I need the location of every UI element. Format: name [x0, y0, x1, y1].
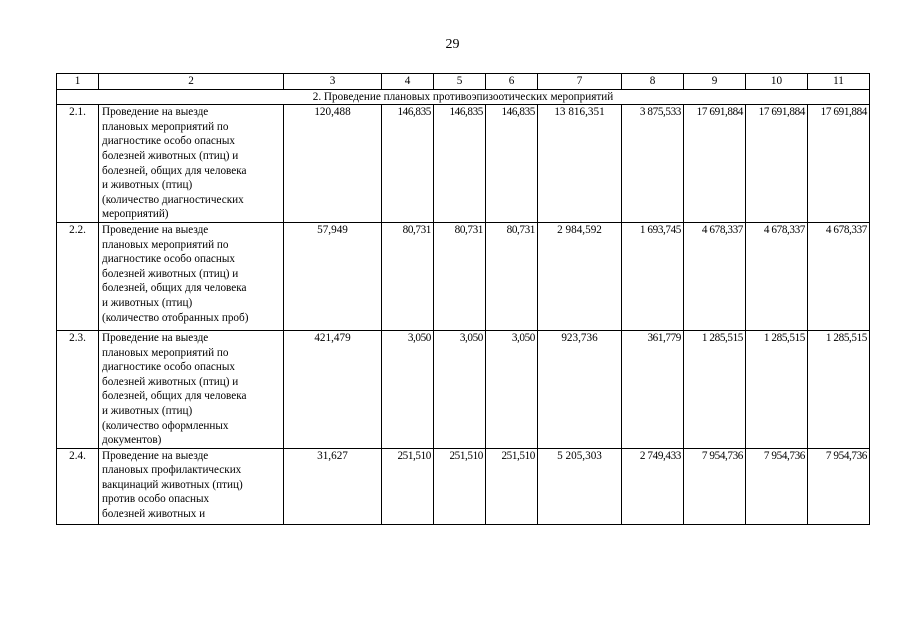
- row-description: [99, 222, 284, 330]
- description-line: плановых мероприятий по: [102, 238, 229, 251]
- column-header: 6: [486, 74, 538, 90]
- description-line: (количество отобранных проб): [102, 311, 249, 324]
- cell-col-10: 1 285,515: [746, 330, 808, 448]
- description-line: и животных (птиц): [102, 179, 193, 192]
- description-line: болезней животных (птиц) и: [102, 375, 239, 388]
- cell-col-10: 17 691,884: [746, 105, 808, 223]
- cell-col-11: 7 954,736: [808, 448, 870, 524]
- table-row: [57, 330, 870, 448]
- column-header: 9: [684, 74, 746, 90]
- section-header-row: [57, 89, 870, 105]
- cell-col-9: 7 954,736: [684, 448, 746, 524]
- column-header: 7: [538, 74, 622, 90]
- description-line: и животных (птиц): [102, 404, 193, 417]
- column-header: 1: [57, 74, 99, 90]
- cell-col-3: 57,949: [284, 222, 382, 330]
- column-header: 3: [284, 74, 382, 90]
- cell-col-7: 5 205,303: [538, 448, 622, 524]
- cell-col-9: 4 678,337: [684, 222, 746, 330]
- section-title: 2. Проведение плановых противоэпизоотических мероприятий: [57, 89, 870, 105]
- table-row: [57, 105, 870, 223]
- column-header: 5: [434, 74, 486, 90]
- row-number: 2.2.: [57, 222, 99, 330]
- cell-col-8: 3 875,533: [622, 105, 684, 223]
- cell-col-5: 3,050: [434, 330, 486, 448]
- data-table: [56, 73, 870, 525]
- cell-col-6: 251,510: [486, 448, 538, 524]
- description-line: болезней, общих для человека: [102, 390, 247, 403]
- description-line: диагностике особо опасных: [102, 361, 235, 374]
- cell-col-7: 923,736: [538, 330, 622, 448]
- cell-col-11: 1 285,515: [808, 330, 870, 448]
- cell-col-4: 80,731: [382, 222, 434, 330]
- column-number-row: [57, 74, 870, 90]
- cell-col-9: 17 691,884: [684, 105, 746, 223]
- row-number: 2.4.: [57, 448, 99, 524]
- cell-col-11: 4 678,337: [808, 222, 870, 330]
- cell-col-8: 361,779: [622, 330, 684, 448]
- cell-col-7: 13 816,351: [538, 105, 622, 223]
- column-header: 10: [746, 74, 808, 90]
- description-line: документов): [102, 434, 162, 447]
- description-line: плановых профилактических: [102, 464, 242, 477]
- description-line: болезней животных и: [102, 508, 206, 521]
- description-line: диагностике особо опасных: [102, 135, 235, 148]
- column-header: 2: [99, 74, 284, 90]
- cell-col-3: 421,479: [284, 330, 382, 448]
- cell-col-7: 2 984,592: [538, 222, 622, 330]
- cell-col-4: 3,050: [382, 330, 434, 448]
- cell-col-8: 2 749,433: [622, 448, 684, 524]
- description-line: болезней, общих для человека: [102, 282, 247, 295]
- cell-col-5: 251,510: [434, 448, 486, 524]
- description-line: (количество оформленных: [102, 419, 229, 432]
- column-header: 8: [622, 74, 684, 90]
- page-number: 29: [445, 37, 460, 52]
- cell-col-10: 4 678,337: [746, 222, 808, 330]
- description-line: болезней животных (птиц) и: [102, 267, 239, 280]
- cell-col-11: 17 691,884: [808, 105, 870, 223]
- cell-col-3: 31,627: [284, 448, 382, 524]
- row-description: [99, 330, 284, 448]
- cell-col-6: 146,835: [486, 105, 538, 223]
- row-number: 2.3.: [57, 330, 99, 448]
- table-row: [57, 448, 870, 524]
- description-line: Проведение на выезде: [102, 331, 209, 344]
- description-line: болезней животных (птиц) и: [102, 149, 239, 162]
- cell-col-8: 1 693,745: [622, 222, 684, 330]
- description-line: диагностике особо опасных: [102, 253, 235, 266]
- cell-col-5: 80,731: [434, 222, 486, 330]
- cell-col-5: 146,835: [434, 105, 486, 223]
- column-header: 4: [382, 74, 434, 90]
- description-line: плановых мероприятий по: [102, 120, 229, 133]
- cell-col-4: 146,835: [382, 105, 434, 223]
- description-line: Проведение на выезде: [102, 223, 209, 236]
- description-line: против особо опасных: [102, 493, 210, 506]
- description-line: (количество диагностических: [102, 193, 244, 206]
- cell-col-10: 7 954,736: [746, 448, 808, 524]
- description-line: Проведение на выезде: [102, 106, 209, 119]
- cell-col-9: 1 285,515: [684, 330, 746, 448]
- description-line: плановых мероприятий по: [102, 346, 229, 359]
- row-description: [99, 105, 284, 223]
- cell-col-3: 120,488: [284, 105, 382, 223]
- cell-col-6: 80,731: [486, 222, 538, 330]
- table-row: [57, 222, 870, 330]
- cell-col-4: 251,510: [382, 448, 434, 524]
- cell-col-6: 3,050: [486, 330, 538, 448]
- row-number: 2.1.: [57, 105, 99, 223]
- row-description: [99, 448, 284, 524]
- description-line: и животных (птиц): [102, 296, 193, 309]
- description-line: вакцинаций животных (птиц): [102, 478, 243, 491]
- description-line: мероприятий): [102, 208, 169, 221]
- description-line: Проведение на выезде: [102, 449, 209, 462]
- description-line: болезней, общих для человека: [102, 164, 247, 177]
- column-header: 11: [808, 74, 870, 90]
